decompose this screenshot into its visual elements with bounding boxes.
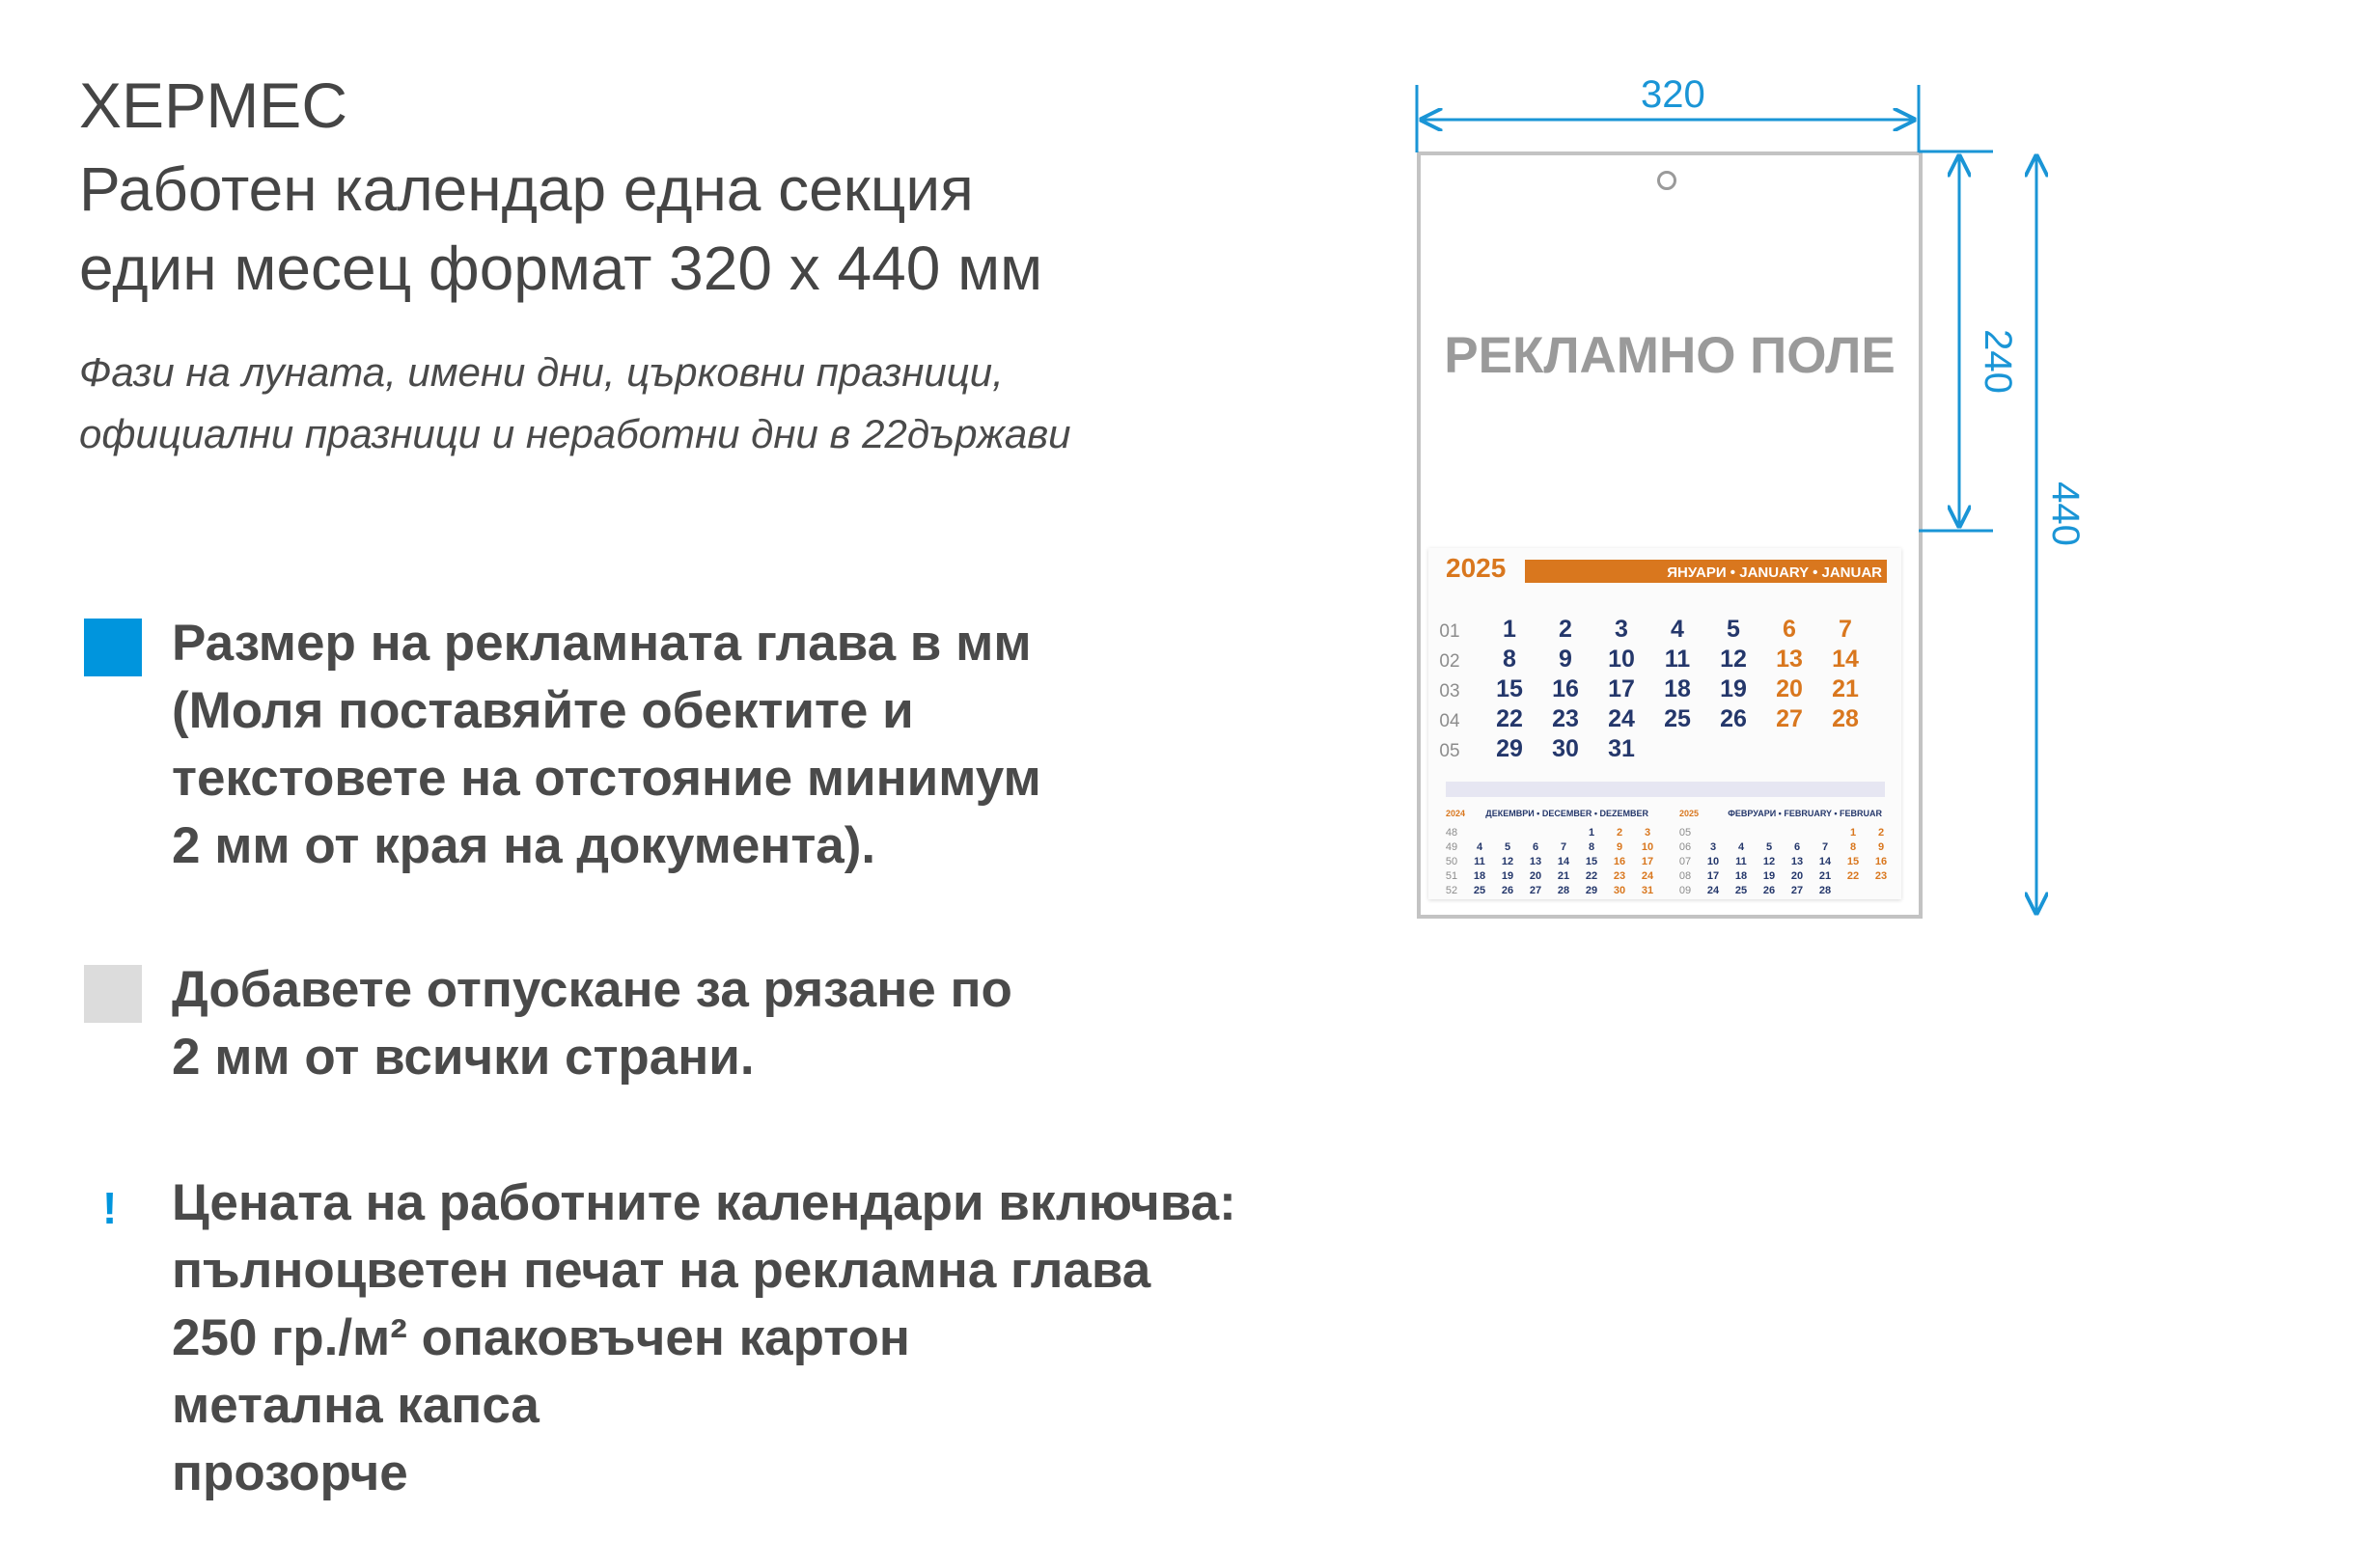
price-line: метална капса <box>172 1377 540 1434</box>
mini-day: 24 <box>1706 885 1720 896</box>
mini-day: 16 <box>1874 856 1888 867</box>
mini-day: 3 <box>1644 827 1651 839</box>
ad-head-size-line: 2 мм от края на документа). <box>172 817 876 874</box>
mini-day: 17 <box>1706 870 1720 882</box>
day-number: 18 <box>1664 675 1691 702</box>
mini-day: 15 <box>1846 856 1860 867</box>
page-title-line-2: един месец формат 320 x 440 мм <box>79 234 1043 303</box>
week-number: 05 <box>1439 741 1460 761</box>
bleed-line: Добавете отпускане за рязане по <box>172 961 1012 1018</box>
mini-day: 1 <box>1849 827 1857 839</box>
mini-day: 52 <box>1445 885 1458 896</box>
day-number: 10 <box>1608 646 1635 673</box>
day-number: 19 <box>1720 675 1747 702</box>
day-number: 13 <box>1776 646 1803 673</box>
mini-day: 27 <box>1790 885 1804 896</box>
mini-day: 25 <box>1473 885 1486 896</box>
day-number: 31 <box>1608 735 1635 762</box>
mini-day: 25 <box>1734 885 1748 896</box>
day-number: 22 <box>1496 705 1523 732</box>
day-number: 21 <box>1832 675 1859 702</box>
head-height-dimension-label: 240 <box>1976 329 2019 394</box>
mini-day: 23 <box>1613 870 1626 882</box>
day-number: 25 <box>1664 705 1691 732</box>
mini-day: 5 <box>1504 841 1511 853</box>
exclamation-icon: ! <box>102 1183 118 1233</box>
mini-day: 13 <box>1529 856 1542 867</box>
mini-day: 11 <box>1735 856 1747 867</box>
calendar-year: 2025 <box>1446 553 1507 583</box>
day-number: 4 <box>1671 616 1684 643</box>
day-number: 12 <box>1720 646 1747 673</box>
mini-day: 28 <box>1818 885 1832 896</box>
day-number: 9 <box>1559 646 1572 673</box>
day-number: 24 <box>1608 705 1635 732</box>
mini-day: 26 <box>1762 885 1776 896</box>
day-number: 27 <box>1776 705 1803 732</box>
mini-month-label: ДЕКЕМВРИ • DECEMBER • DEZEMBER <box>1485 809 1648 818</box>
mini-day: 2 <box>1616 827 1623 839</box>
mini-day: 14 <box>1818 856 1832 867</box>
mini-day: 13 <box>1790 856 1804 867</box>
mini-month-label: ФЕВРУАРИ • FEBRUARY • FEBRUAR <box>1728 809 1882 818</box>
ad-head-size-line: текстовете на отстояние минимум <box>172 750 1041 807</box>
day-number: 28 <box>1832 705 1859 732</box>
day-number: 8 <box>1503 646 1516 673</box>
mini-day: 8 <box>1588 841 1595 853</box>
ad-head-size-line: Размер на рекламната глава в мм <box>172 615 1032 672</box>
mini-day: 48 <box>1445 827 1458 839</box>
mini-day: 12 <box>1762 856 1776 867</box>
day-number: 16 <box>1552 675 1579 702</box>
mini-day: 07 <box>1678 856 1692 867</box>
mini-day: 14 <box>1557 856 1570 867</box>
ad-head-size-line: (Моля поставяйте обектите и <box>172 682 914 739</box>
mini-day: 18 <box>1473 870 1486 882</box>
day-number: 23 <box>1552 705 1579 732</box>
ad-field-label: РЕКЛАМНО ПОЛЕ <box>1444 327 1896 384</box>
day-number: 7 <box>1839 616 1852 643</box>
subtitle-line-1: Фази на луната, имени дни, църковни празници, <box>79 349 1004 395</box>
mini-day: 24 <box>1641 870 1654 882</box>
mini-day: 18 <box>1734 870 1748 882</box>
mini-day: 23 <box>1874 870 1888 882</box>
price-line: прозорче <box>172 1444 408 1501</box>
mini-day: 26 <box>1501 885 1514 896</box>
week-number: 01 <box>1439 621 1460 642</box>
mini-day: 22 <box>1846 870 1860 882</box>
mini-day: 22 <box>1585 870 1598 882</box>
mini-year: 2024 <box>1446 809 1466 818</box>
mini-day: 7 <box>1821 841 1829 853</box>
mini-day: 10 <box>1641 841 1654 853</box>
mini-day: 51 <box>1445 870 1458 882</box>
day-number: 5 <box>1727 616 1740 643</box>
page-title-line-1: Работен календар една секция <box>79 154 974 224</box>
mini-day: 4 <box>1737 841 1745 853</box>
day-number: 6 <box>1783 616 1796 643</box>
mini-day: 9 <box>1616 841 1623 853</box>
mini-day: 4 <box>1476 841 1483 853</box>
mini-day: 08 <box>1678 870 1692 882</box>
day-number: 2 <box>1559 616 1572 643</box>
brand-name: ХЕРМЕС <box>79 69 347 141</box>
price-line: 250 гр./м² опаковъчен картон <box>172 1309 910 1366</box>
mini-day: 20 <box>1790 870 1804 882</box>
mini-day: 15 <box>1585 856 1598 867</box>
mini-day: 6 <box>1532 841 1539 853</box>
mini-day: 31 <box>1641 885 1654 896</box>
subtitle-line-2: официални празници и неработни дни в 22държави <box>79 411 1071 456</box>
mini-day: 50 <box>1445 856 1458 867</box>
day-number: 3 <box>1615 616 1628 643</box>
mini-day: 11 <box>1474 856 1485 867</box>
mini-day: 21 <box>1557 870 1570 882</box>
mini-day: 19 <box>1501 870 1514 882</box>
day-number: 11 <box>1664 646 1691 673</box>
day-number: 1 <box>1503 616 1516 643</box>
price-line: Цената на работните календари включва: <box>172 1174 1236 1231</box>
mini-day: 9 <box>1877 841 1885 853</box>
mini-day: 6 <box>1793 841 1801 853</box>
mini-day: 10 <box>1706 856 1720 867</box>
mini-day: 09 <box>1678 885 1692 896</box>
mini-day: 21 <box>1818 870 1832 882</box>
mini-day: 30 <box>1613 885 1626 896</box>
mini-day: 29 <box>1585 885 1598 896</box>
month-label: ЯНУАРИ • JANUARY • JANUAR <box>1667 564 1882 581</box>
mini-day: 3 <box>1709 841 1717 853</box>
mini-day: 05 <box>1678 827 1692 839</box>
width-dimension-label: 320 <box>1641 73 1705 116</box>
mini-day: 1 <box>1588 827 1595 839</box>
mini-day: 28 <box>1557 885 1570 896</box>
bleed-line: 2 мм от всички страни. <box>172 1029 755 1086</box>
mini-day: 49 <box>1445 841 1458 853</box>
mini-day: 2 <box>1877 827 1885 839</box>
mini-day: 17 <box>1641 856 1654 867</box>
day-number: 15 <box>1496 675 1523 702</box>
day-number: 30 <box>1552 735 1579 762</box>
day-number: 29 <box>1496 735 1523 762</box>
week-number: 02 <box>1439 651 1460 672</box>
price-line: пълноцветен печат на рекламна глава <box>172 1242 1151 1299</box>
day-number: 20 <box>1776 675 1803 702</box>
week-number: 03 <box>1439 681 1460 701</box>
day-number: 26 <box>1720 705 1747 732</box>
day-number: 17 <box>1608 675 1635 702</box>
mini-day: 27 <box>1529 885 1542 896</box>
mini-day: 06 <box>1678 841 1692 853</box>
mini-day: 7 <box>1560 841 1567 853</box>
mini-day: 5 <box>1765 841 1773 853</box>
mini-day: 12 <box>1501 856 1514 867</box>
week-number: 04 <box>1439 711 1460 731</box>
mini-day: 8 <box>1849 841 1857 853</box>
mini-day: 19 <box>1762 870 1776 882</box>
mini-day: 20 <box>1529 870 1542 882</box>
mini-year: 2025 <box>1679 809 1700 818</box>
total-height-dimension-label: 440 <box>2043 481 2087 546</box>
day-number: 14 <box>1832 646 1859 673</box>
mini-day: 16 <box>1613 856 1626 867</box>
